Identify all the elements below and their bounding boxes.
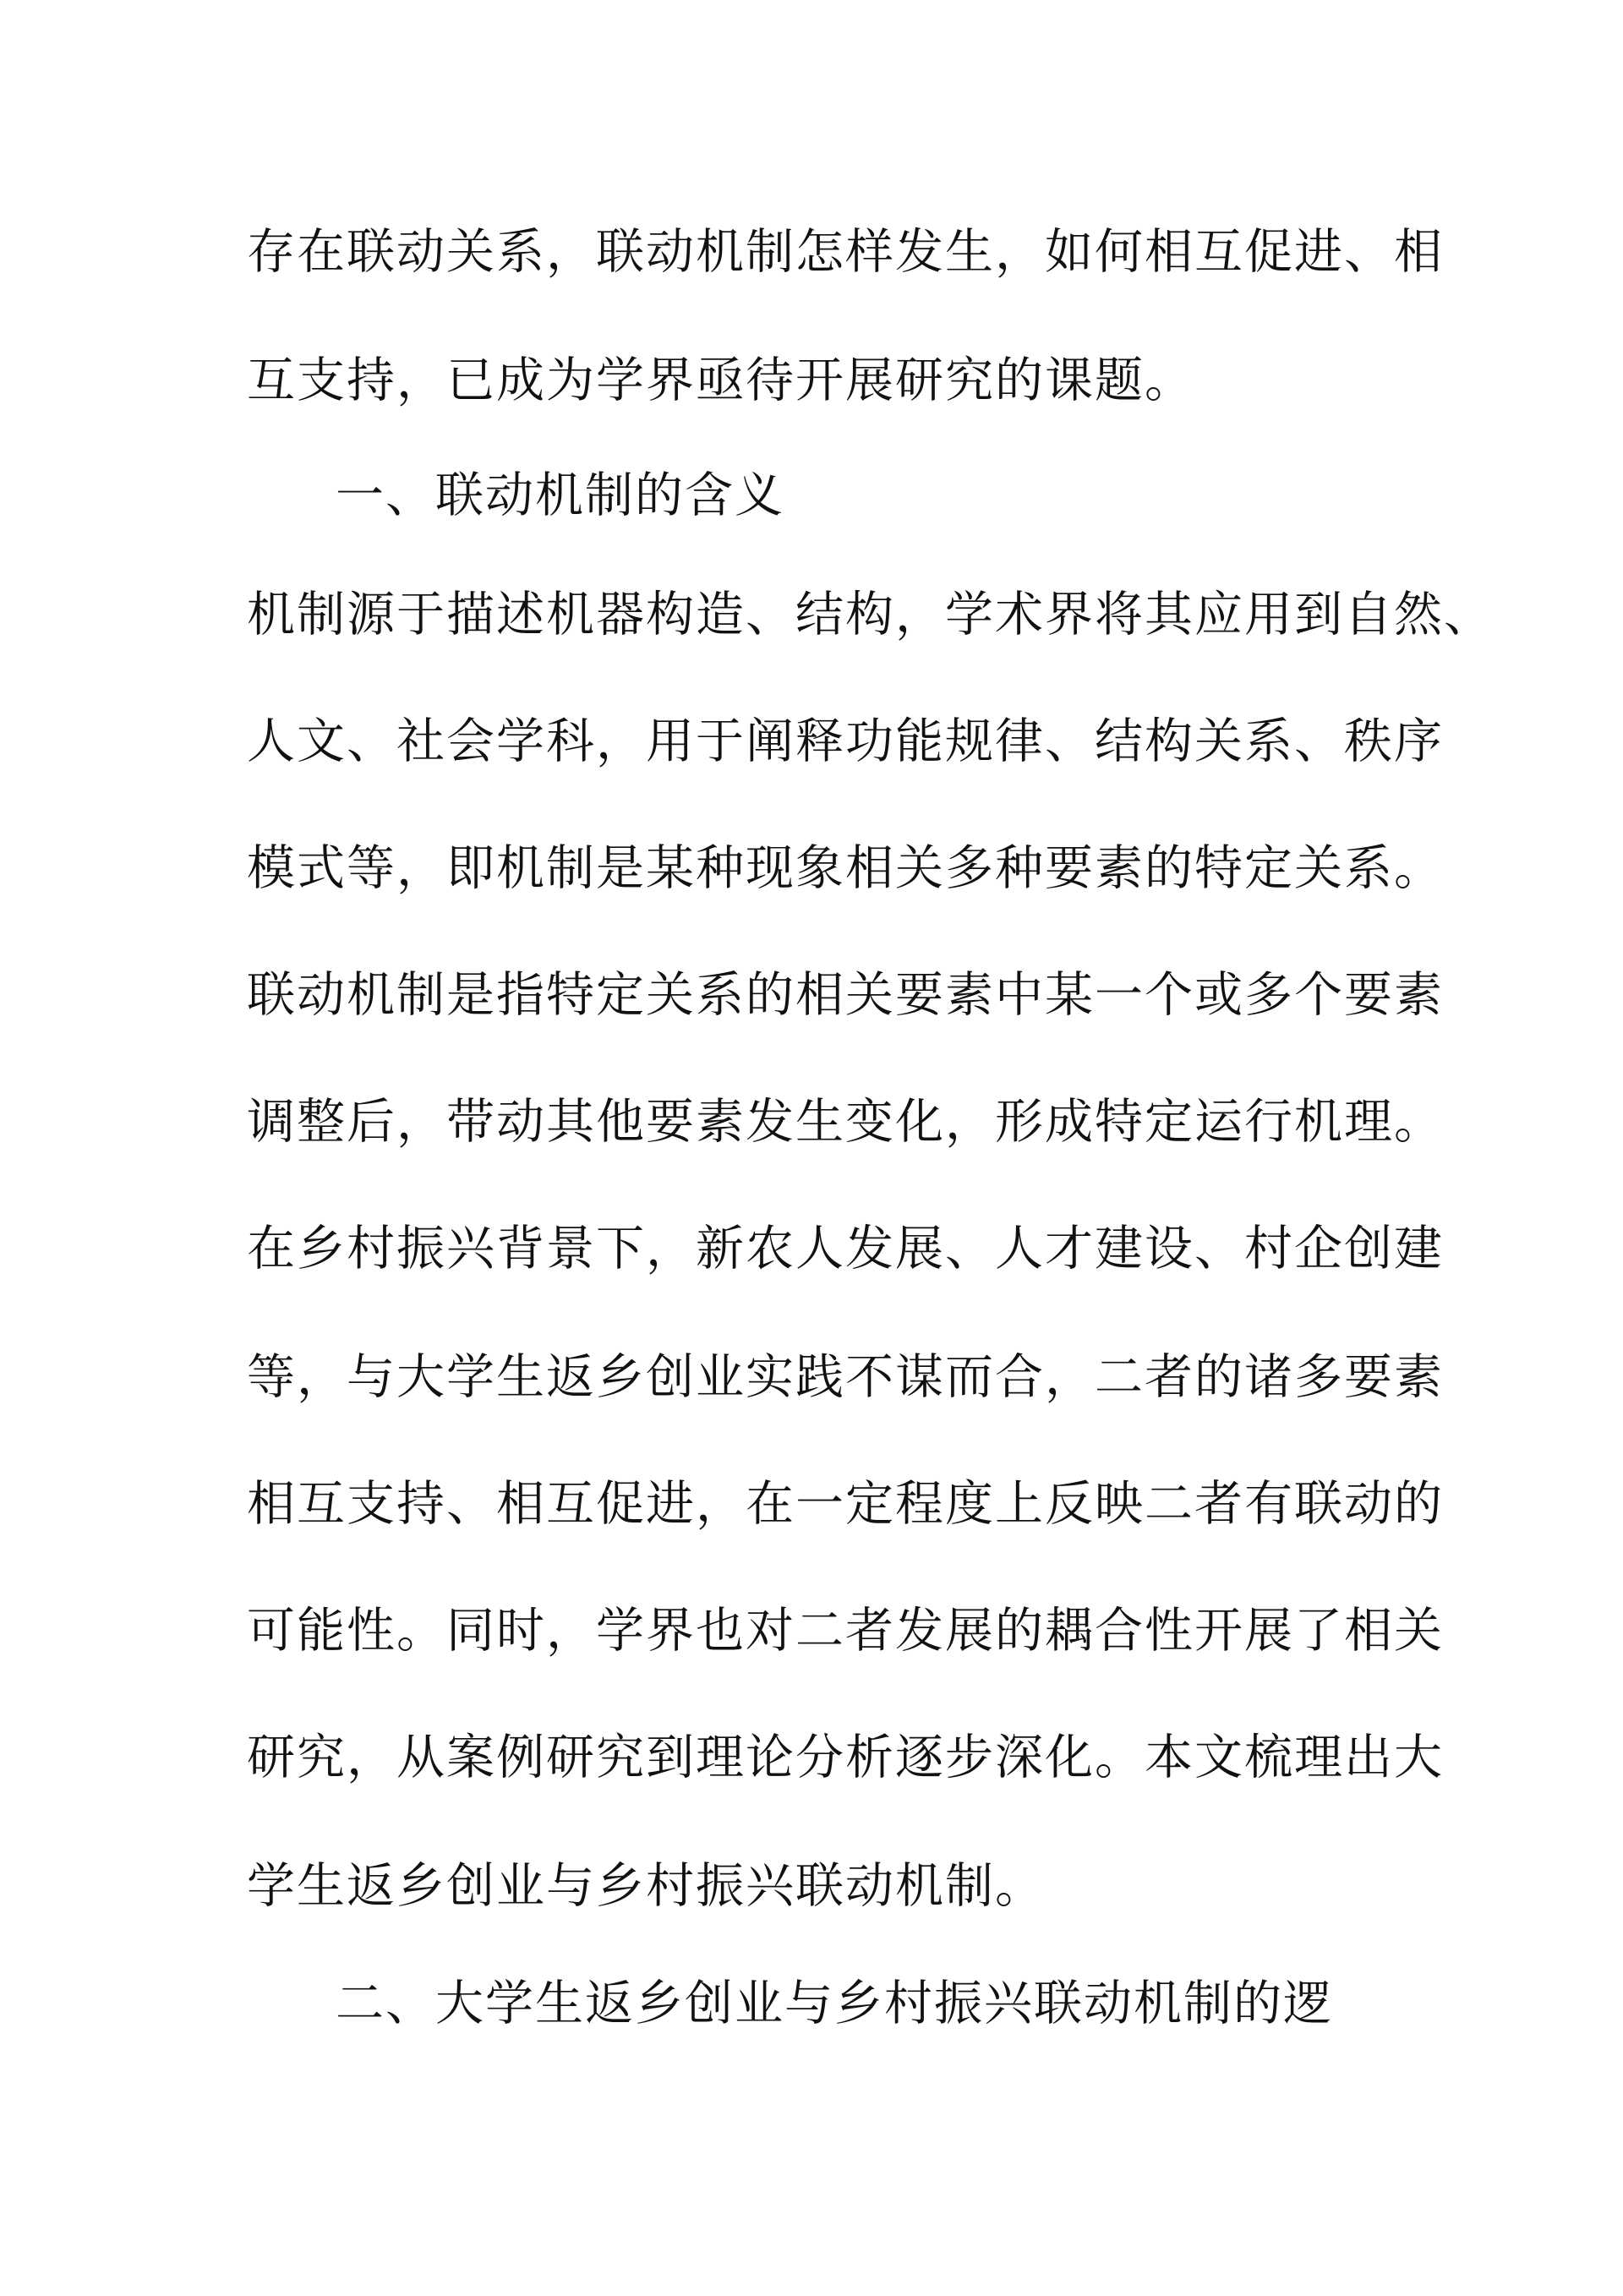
body-text-line: 学生返乡创业与乡村振兴联动机制。 bbox=[247, 1858, 1045, 1914]
body-text-line: 联动机制是指特定关系的相关要素中某一个或多个要素 bbox=[247, 967, 1444, 1023]
body-text-line: 等，与大学生返乡创业实践不谋而合，二者的诸多要素 bbox=[247, 1349, 1444, 1405]
body-text-line: 可能性。同时，学界也对二者发展的耦合性开展了相关 bbox=[247, 1603, 1444, 1659]
body-text-line: 研究，从案例研究到理论分析逐步深化。本文梳理出大 bbox=[247, 1730, 1444, 1785]
body-text-line: 模式等，即机制是某种现象相关多种要素的特定关系。 bbox=[247, 840, 1444, 896]
body-text-line: 机制源于描述机器构造、结构，学术界将其应用到自然、 bbox=[247, 587, 1494, 642]
body-text-line: 在乡村振兴背景下，新农人发展、人才建设、村企创建 bbox=[247, 1221, 1444, 1276]
section-heading-1: 一、联动机制的含义 bbox=[336, 467, 784, 523]
body-text-line: 相互支持、相互促进，在一定程度上反映二者有联动的 bbox=[247, 1476, 1444, 1532]
section-heading-2: 二、大学生返乡创业与乡村振兴联动机制的逻 bbox=[336, 1976, 1333, 2031]
body-text-line: 存在联动关系，联动机制怎样发生，如何相互促进、相 bbox=[247, 224, 1444, 280]
body-text-line: 调整后，带动其他要素发生变化，形成特定运行机理。 bbox=[247, 1094, 1444, 1150]
body-text-line: 人文、社会学科，用于阐释功能规律、结构关系、秩序 bbox=[247, 713, 1444, 769]
body-text-line: 互支持，已成为学界亟待开展研究的课题。 bbox=[247, 353, 1194, 408]
